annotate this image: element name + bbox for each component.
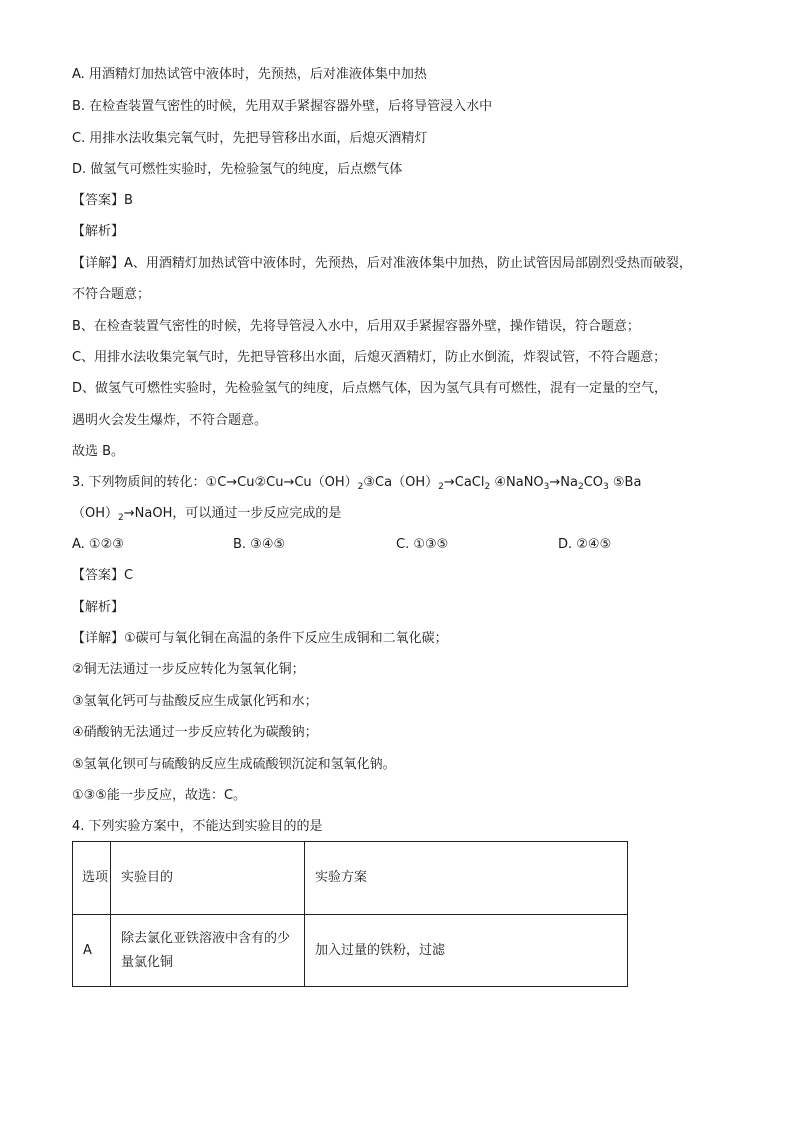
q2-detail-line: 不符合题意； <box>72 287 151 302</box>
q2-option-a: A. 用酒精灯加热试管中液体时，先预热，后对准液体集中加热 <box>72 67 427 82</box>
q3-answer: 【答案】C <box>72 568 134 583</box>
table-header-row <box>73 842 628 915</box>
header-plan: 实验方案 <box>305 842 628 915</box>
q3-option-a: A. ①②③ <box>72 537 124 552</box>
table-row <box>73 915 628 987</box>
header-purpose: 实验目的 <box>111 842 305 915</box>
cell-plan: 加入过量的铁粉，过滤 <box>305 915 628 987</box>
q2-option-b: B. 在检查装置气密性的时候，先用双手紧握容器外壁，后将导管浸入水中 <box>72 99 493 114</box>
q2-detail-line: 【详解】A、用酒精灯加热试管中液体时，先预热，后对准液体集中加热，防止试管因局部剧烈受热而破裂， <box>72 256 692 271</box>
q3-conclusion: ①③⑤能一步反应，故选：C。 <box>72 788 247 803</box>
q3-detail-line: 【详解】①碳可与氧化铜在高温的条件下反应生成铜和二氧化碳； <box>72 631 448 646</box>
q2-conclusion: 故选 B。 <box>72 444 125 459</box>
header-option: 选项 <box>73 842 111 915</box>
q3-analysis-title: 【解析】 <box>72 600 125 615</box>
q2-detail-line: 遇明火会发生爆炸，不符合题意。 <box>72 413 268 428</box>
q2-detail-line: D、做氢气可燃性实验时，先检验氢气的纯度，后点燃气体，因为氢气具有可燃性，混有一定量的空气， <box>72 381 668 396</box>
q4-table <box>72 841 628 987</box>
q3-detail-line: ③氢氧化钙可与盐酸反应生成氯化钙和水； <box>72 694 318 709</box>
q3-stem-line1: 3. 下列物质间的转化：$①C\to Cu②Cu\to Cu(OH)_2③Ca(OH)_2\to CaCl_2$ $④NaNO_3\to Na_2CO_3$ ⑤Ba <box>72 475 642 492</box>
q3-detail-line: ②铜无法通过一步反应转化为氢氧化铜； <box>72 662 305 677</box>
q3-option-b: B. ③④⑤ <box>233 537 286 552</box>
q3-stem-line2: $(OH)_2\to NaOH$，可以通过一步反应完成的是 <box>72 506 342 523</box>
q2-detail-line: B、在检查装置气密性的时候，先将导管浸入水中，后用双手紧握容器外壁，操作错误，符合题意； <box>72 319 640 334</box>
q2-option-c: C. 用排水法收集完氧气时，先把导管移出水面，后熄灭酒精灯 <box>72 131 428 146</box>
q3-option-d: D. ②④⑤ <box>558 537 612 552</box>
cell-purpose: 除去氯化亚铁溶液中含有的少量氯化铜 <box>111 915 305 987</box>
q2-option-d: D. 做氢气可燃性实验时，先检验氢气的纯度，后点燃气体 <box>72 162 403 177</box>
q2-detail-line: C、用排水法收集完氧气时，先把导管移出水面，后熄灭酒精灯，防止水倒流，炸裂试管，不符合题意； <box>72 350 667 365</box>
q3-option-c: C. ①③⑤ <box>396 537 449 552</box>
q3-detail-line: ④硝酸钠无法通过一步反应转化为碳酸钠； <box>72 725 318 740</box>
q2-analysis-title: 【解析】 <box>72 224 125 239</box>
q4-stem: 4. 下列实验方案中，不能达到实验目的的是 <box>72 819 323 834</box>
q2-answer: 【答案】B <box>72 193 133 208</box>
cell-option: A <box>73 915 111 987</box>
q3-detail-line: ⑤氢氧化钡可与硫酸钠反应生成硫酸钡沉淀和氢氧化钠。 <box>72 757 396 772</box>
